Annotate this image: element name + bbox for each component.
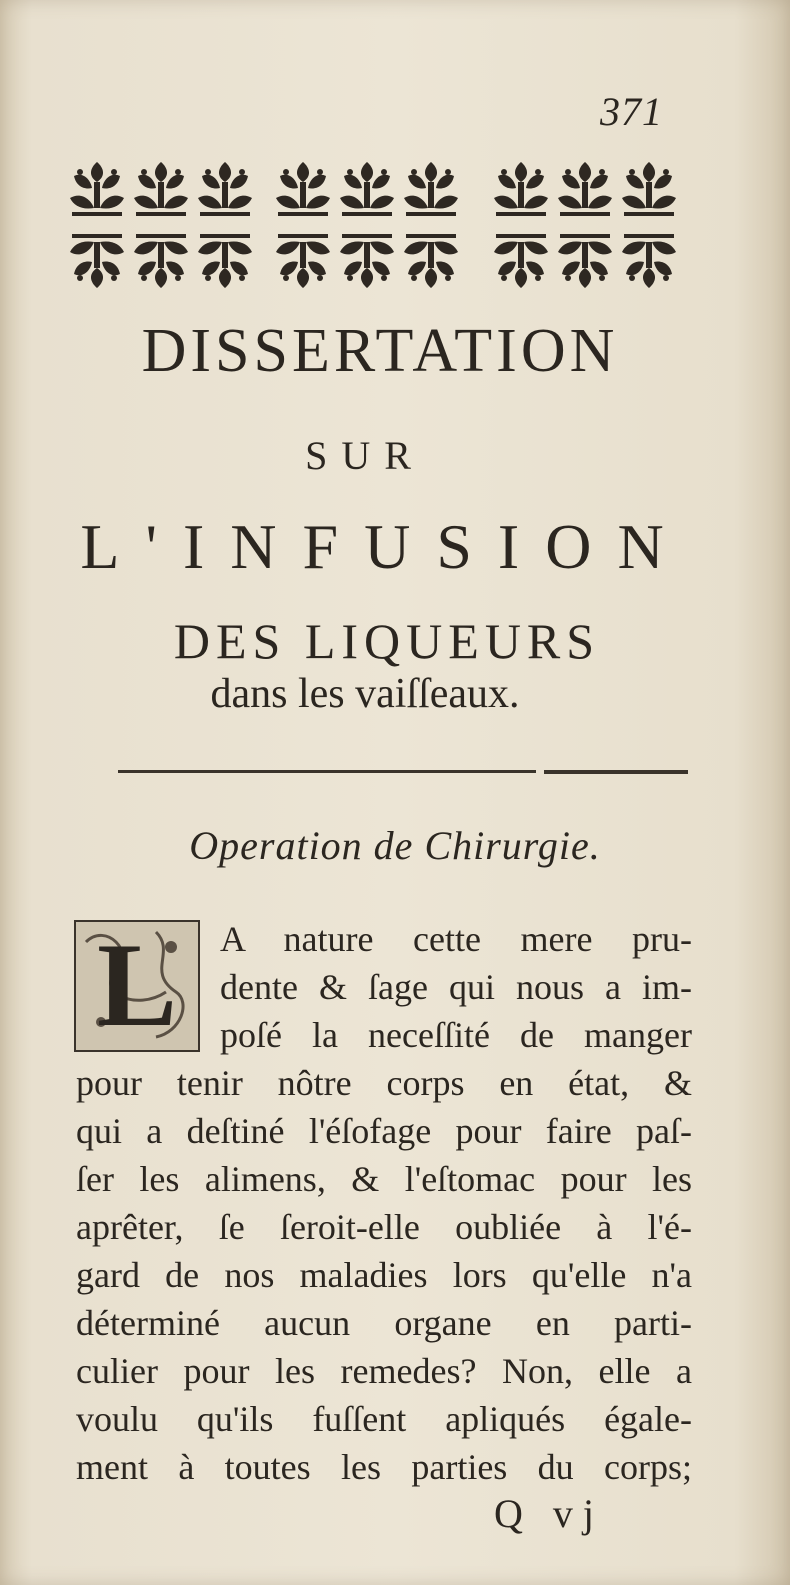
body-line: pour tenir nôtre corps en état, &	[76, 1063, 692, 1103]
title-des-liqueurs: DES LIQUEURS	[173, 613, 601, 669]
body-line: ment à toutes les parties du corps;	[76, 1447, 692, 1487]
page-number: 371	[600, 89, 663, 134]
divider-rule-short	[544, 770, 688, 774]
body-line: dente & ſage qui nous a im-	[220, 967, 692, 1007]
printers-ornament-band	[66, 158, 684, 292]
page-edge	[790, 0, 800, 1590]
body-line: culier pour les remedes? Non, elle a	[76, 1351, 692, 1391]
body-line: ſer les alimens, & l'eſtomac pour les	[76, 1159, 692, 1199]
body-line: voulu qu'ils fuſſent apliqués égale-	[76, 1399, 692, 1439]
title-dans-les-vaisseaux: dans les vaiſſeaux.	[210, 671, 520, 717]
body-line: qui a deſtiné l'éſofage pour faire paſ-	[76, 1111, 692, 1151]
body-line: poſé la neceſſité de manger	[220, 1015, 692, 1055]
body-line: déterminé aucun organe en parti-	[76, 1303, 692, 1343]
divider-rule	[118, 770, 536, 773]
initial-letter: L	[96, 920, 178, 1051]
section-subtitle: Operation de Chirurgie.	[189, 823, 601, 868]
title-infusion: L'INFUSION	[80, 511, 690, 582]
decorated-initial	[74, 920, 200, 1052]
body-line: A nature cette mere pru-	[220, 919, 692, 959]
body-line: aprêter, ſe ſeroit-elle oubliée à l'é-	[76, 1207, 692, 1247]
body-line: gard de nos maladies lors qu'elle n'a	[76, 1255, 692, 1295]
title-sur: SUR	[305, 433, 425, 478]
ornament-row-top	[70, 162, 676, 216]
ornament-row-bottom	[70, 234, 676, 288]
signature-catchword: Q vj	[494, 1491, 604, 1536]
title-dissertation: DISSERTATION	[141, 317, 619, 385]
